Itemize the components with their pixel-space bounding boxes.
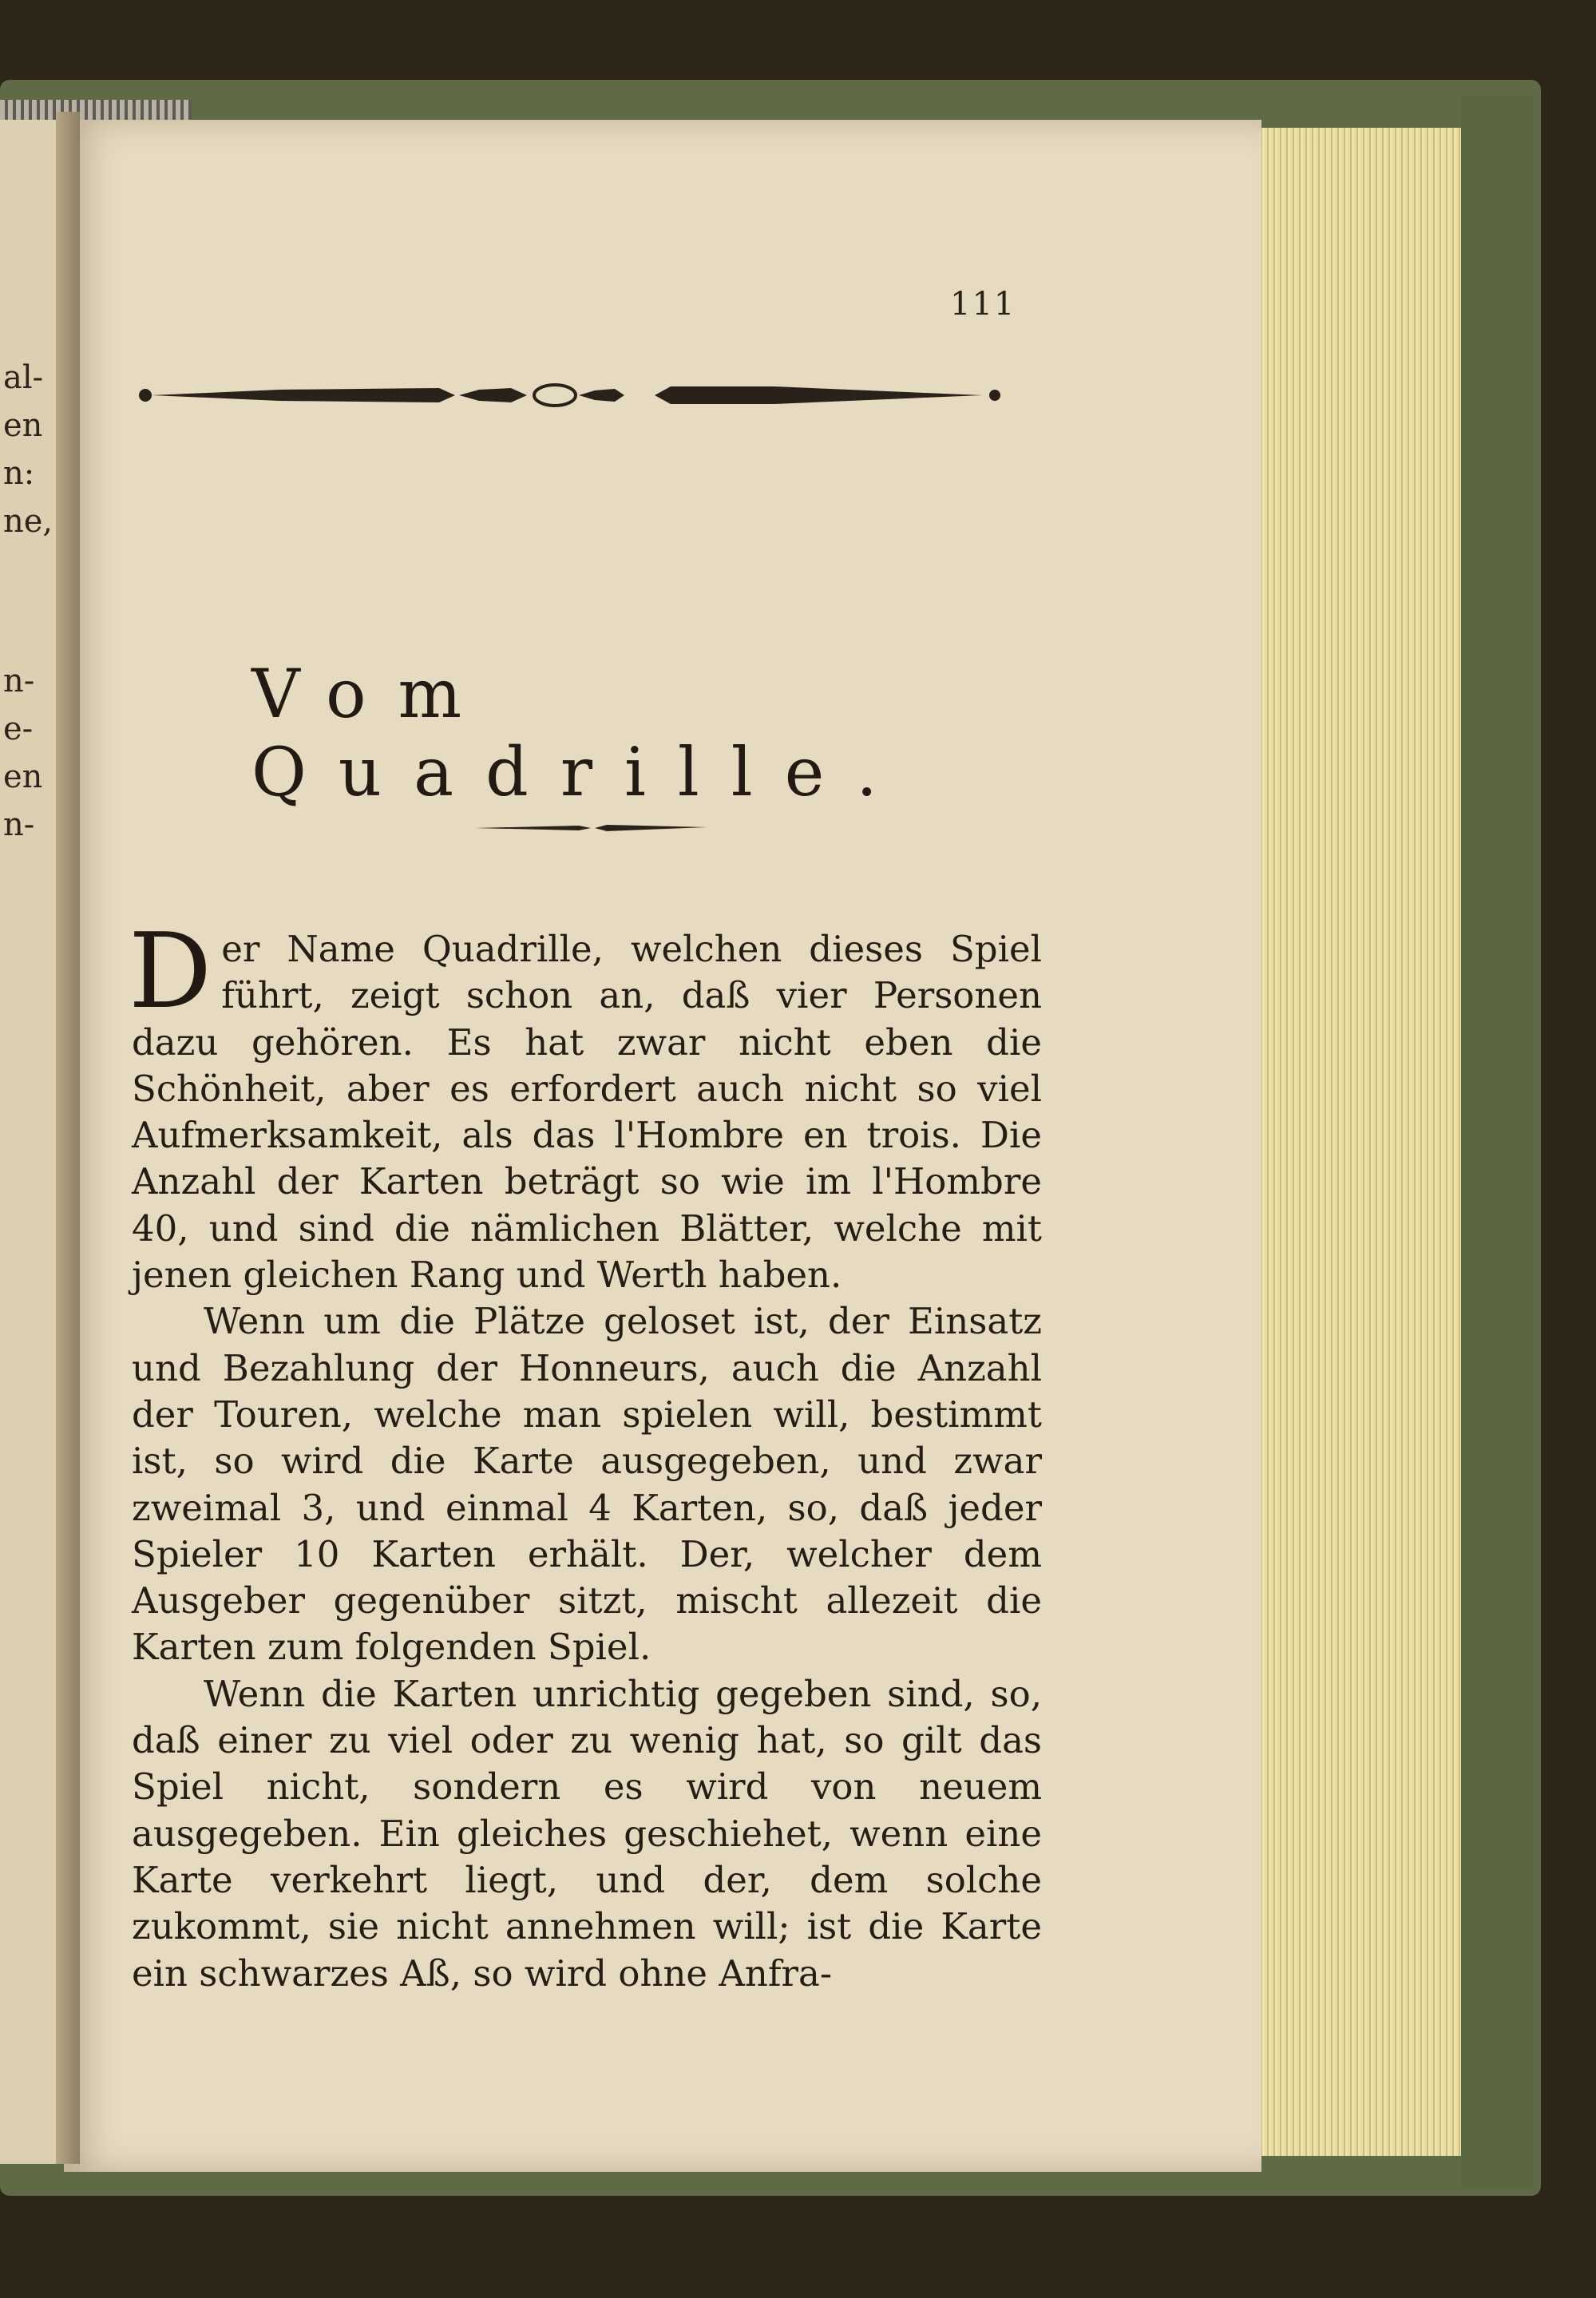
chapter-title: Vom Quadrille. (251, 655, 909, 811)
drop-cap: D (129, 910, 212, 1032)
left-page-fragment: en (3, 759, 43, 795)
left-page-fragment: n- (3, 663, 35, 699)
left-page (0, 120, 64, 2164)
page-block-edges (1246, 128, 1461, 2156)
title-divider (475, 822, 707, 834)
left-page-fragment: n- (3, 806, 35, 843)
paragraph: Wenn die Karten unrichtig gegeben sind, so, daß einer zu viel oder zu wenig hat, so gilt das Spiel nicht, sondern es wird von neuem ausgegeben. Ein gleiches geschiehet, wenn eine Karte verkehrt liegt, und der, dem solche zukommt, sie nicht annehmen will; ist die Karte ein schwarzes Aß, so wird ohne Anfra- (132, 1672, 1042, 1995)
body-text (129, 910, 1042, 1997)
left-page-fragment: e- (3, 711, 34, 747)
book-gutter (56, 112, 80, 2164)
left-page-fragment: ne, (3, 503, 53, 540)
left-page-fragment: al- (3, 359, 44, 396)
header-ornament (136, 375, 1006, 415)
paragraph (129, 910, 1042, 1298)
left-page-fragment: en (3, 407, 43, 444)
paragraph: Wenn um die Plätze geloset ist, der Einsatz und Bezahlung der Honneurs, auch die Anzahl der Touren, welche man spielen will, bestimmt ist, so wird die Karte ausgegeben, und zwar zweimal 3, und einmal 4 Karten, so, daß jeder Spieler 10 Karten erhält. Der, welcher dem Ausgeber gegenüber sitzt, mischt allezeit die Karten zum folgenden Spiel. (132, 1300, 1042, 1669)
left-page-fragment: n: (3, 455, 35, 492)
paragraph-text: er Name Quadrille, welchen dieses Spiel führt, zeigt schon an, daß vier Personen dazu gehören. Es hat zwar nicht eben die Schönheit, aber es erfordert auch nicht so viel Aufmerksamkeit, als das l'Hombre en trois. Die Anzahl der Karten beträgt so wie im l'Hombre 40, und sind die nämlichen Blätter, welche mit jenen gleichen Rang und Werth haben. (132, 928, 1042, 1297)
page-number: 111 (950, 286, 1016, 323)
book-cover-edge (1461, 96, 1533, 2188)
